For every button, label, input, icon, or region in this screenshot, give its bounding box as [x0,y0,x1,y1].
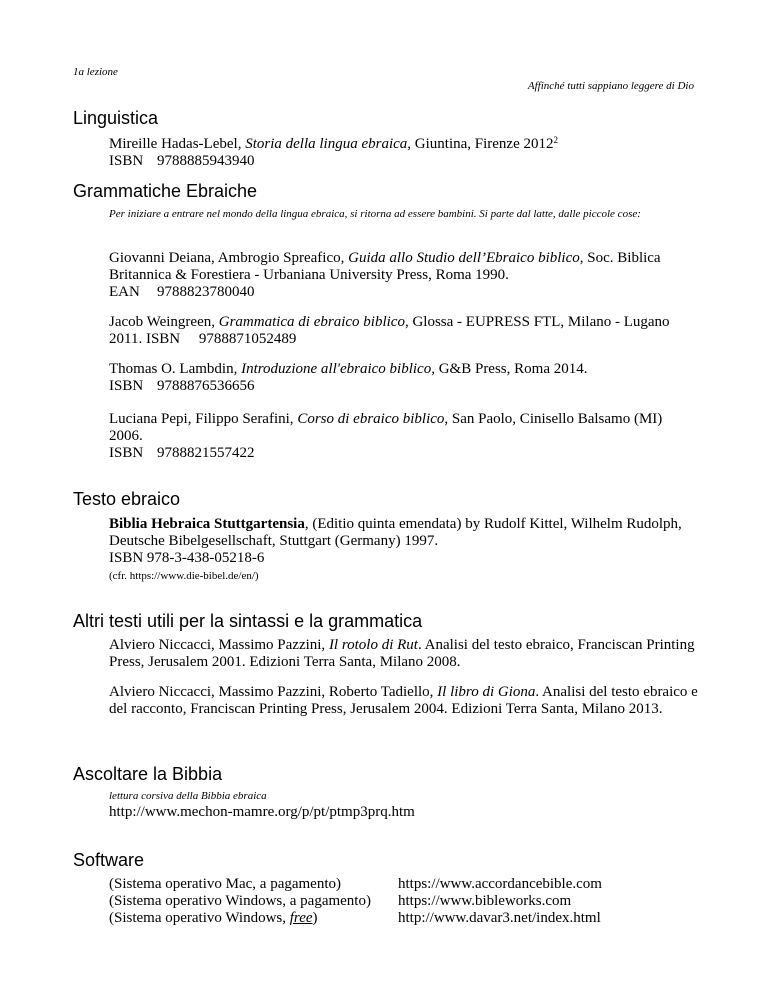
software-label [109,910,318,927]
entry-publisher: . Analisi del testo ebraico, Franciscan Printing Press, Jerusalem 2001. Edizioni Terra Santa, Milano 2008. [109,637,695,670]
entry-title: Grammatica di ebraico biblico [218,314,405,330]
isbn-label: ISBN [109,153,144,169]
section-title-altri: Altri testi utili per la sintassi e la grammatica [73,611,423,631]
software-label-close: ) [312,910,318,926]
entry-publisher: , G&B Press, Roma 2014. [431,361,588,377]
grammatiche-note: Per iniziare a entrare nel mondo della lingua ebraica, si ritorna ad essere bambini. Si parte dal latte, dalle piccole cose: [109,208,641,220]
entry-title: Corso di ebraico biblico [297,411,445,427]
isbn-value: 9788876536656 [157,378,255,394]
software-label: (Sistema operativo Mac, a pagamento) [109,876,342,892]
section-title-linguistica: Linguistica [73,108,159,128]
entry-authors: Alviero Niccacci, Massimo Pazzini, [109,637,329,653]
cfr-link[interactable]: (cfr. https://www.die-bibel.de/en/) [109,570,259,582]
isbn-value: 9788871052489 [198,331,297,347]
entry-title: Introduzione all'ebraico biblico [241,361,432,377]
entry-authors: Mireille Hadas-Lebel, [109,136,246,152]
isbn-value: ISBN 978-3-438-05218-6 [109,550,265,566]
section-title-grammatiche: Grammatiche Ebraiche [73,181,258,201]
entry-publisher: , Giuntina, Firenze 2012 [407,136,554,152]
bib-entry [109,361,699,395]
entry-authors: Giovanni Deiana, Ambrogio Spreafico, [109,250,349,266]
entry-title: Il libro di Giona [437,684,536,700]
entry-authors: Luciana Pepi, Filippo Serafini, [109,411,298,427]
bib-entry [109,637,699,671]
entry-title: Biblia Hebraica Stuttgartensia [109,516,305,532]
entry-title: Guida allo Studio dell’Ebraico biblico [348,250,580,266]
section-title-ascoltare: Ascoltare la Bibbia [73,764,223,784]
entry-publisher: , (Editio quinta emendata) by Rudolf Kittel, Wilhelm Rudolph, Deutsche Bibelgesellschaft, Stuttgart (Germany) 1997. [109,516,682,549]
bib-entry [109,314,699,348]
ascoltare-note: lettura corsiva della Bibbia ebraica [109,790,267,802]
entry-publisher: , Soc. Biblica Britannica & Forestiera - Urbaniana University Press, Roma 1990. [109,250,661,283]
entry-publisher: , Glossa - EUPRESS FTL, Milano - Lugano 2011. ISBN [109,314,670,347]
free-label: free [289,910,313,926]
entry-publisher: . Analisi del testo ebraico e del racconto, Franciscan Printing Press, Jerusalem 2004. Edizioni Terra Santa, Milano 2013. [109,684,698,717]
entry-publisher: , San Paolo, Cinisello Balsamo (MI) 2006. [109,411,663,444]
entry-authors: Thomas O. Lambdin, [109,361,242,377]
bib-entry [109,250,699,301]
section-title-software: Software [73,850,145,870]
entry-authors: Jacob Weingreen, [109,314,219,330]
software-link[interactable]: http://www.davar3.net/index.html [398,910,601,926]
software-link[interactable]: https://www.bibleworks.com [398,893,572,909]
isbn-value: 9788821557422 [157,445,255,461]
ean-label: EAN [109,284,140,300]
edition-superscript: 2 [553,135,559,145]
software-link[interactable]: https://www.accordancebible.com [398,876,602,892]
isbn-label: ISBN [109,445,144,461]
isbn-value: 9788885943940 [157,153,255,169]
bib-entry [109,411,699,462]
header-motto: Affinché tutti sappiano leggere di Dio [527,80,694,92]
ean-value: 9788823780040 [157,284,255,300]
bib-entry-bhs [109,516,699,584]
lesson-label: 1a lezione [73,66,118,78]
entry-title: Storia della lingua ebraica [245,136,408,152]
software-label: (Sistema operativo Windows, a pagamento) [109,893,371,909]
entry-title: Il rotolo di Rut [328,637,418,653]
section-title-testo: Testo ebraico [73,489,181,509]
bib-entry-linguistica [109,136,699,170]
software-label-text: (Sistema operativo Windows, [109,910,290,926]
isbn-label: ISBN [109,378,144,394]
bib-entry [109,684,699,718]
entry-authors: Alviero Niccacci, Massimo Pazzini, Roberto Tadiello, [109,684,438,700]
mechon-mamre-link[interactable]: http://www.mechon-mamre.org/p/pt/ptmp3prq.htm [109,804,415,820]
